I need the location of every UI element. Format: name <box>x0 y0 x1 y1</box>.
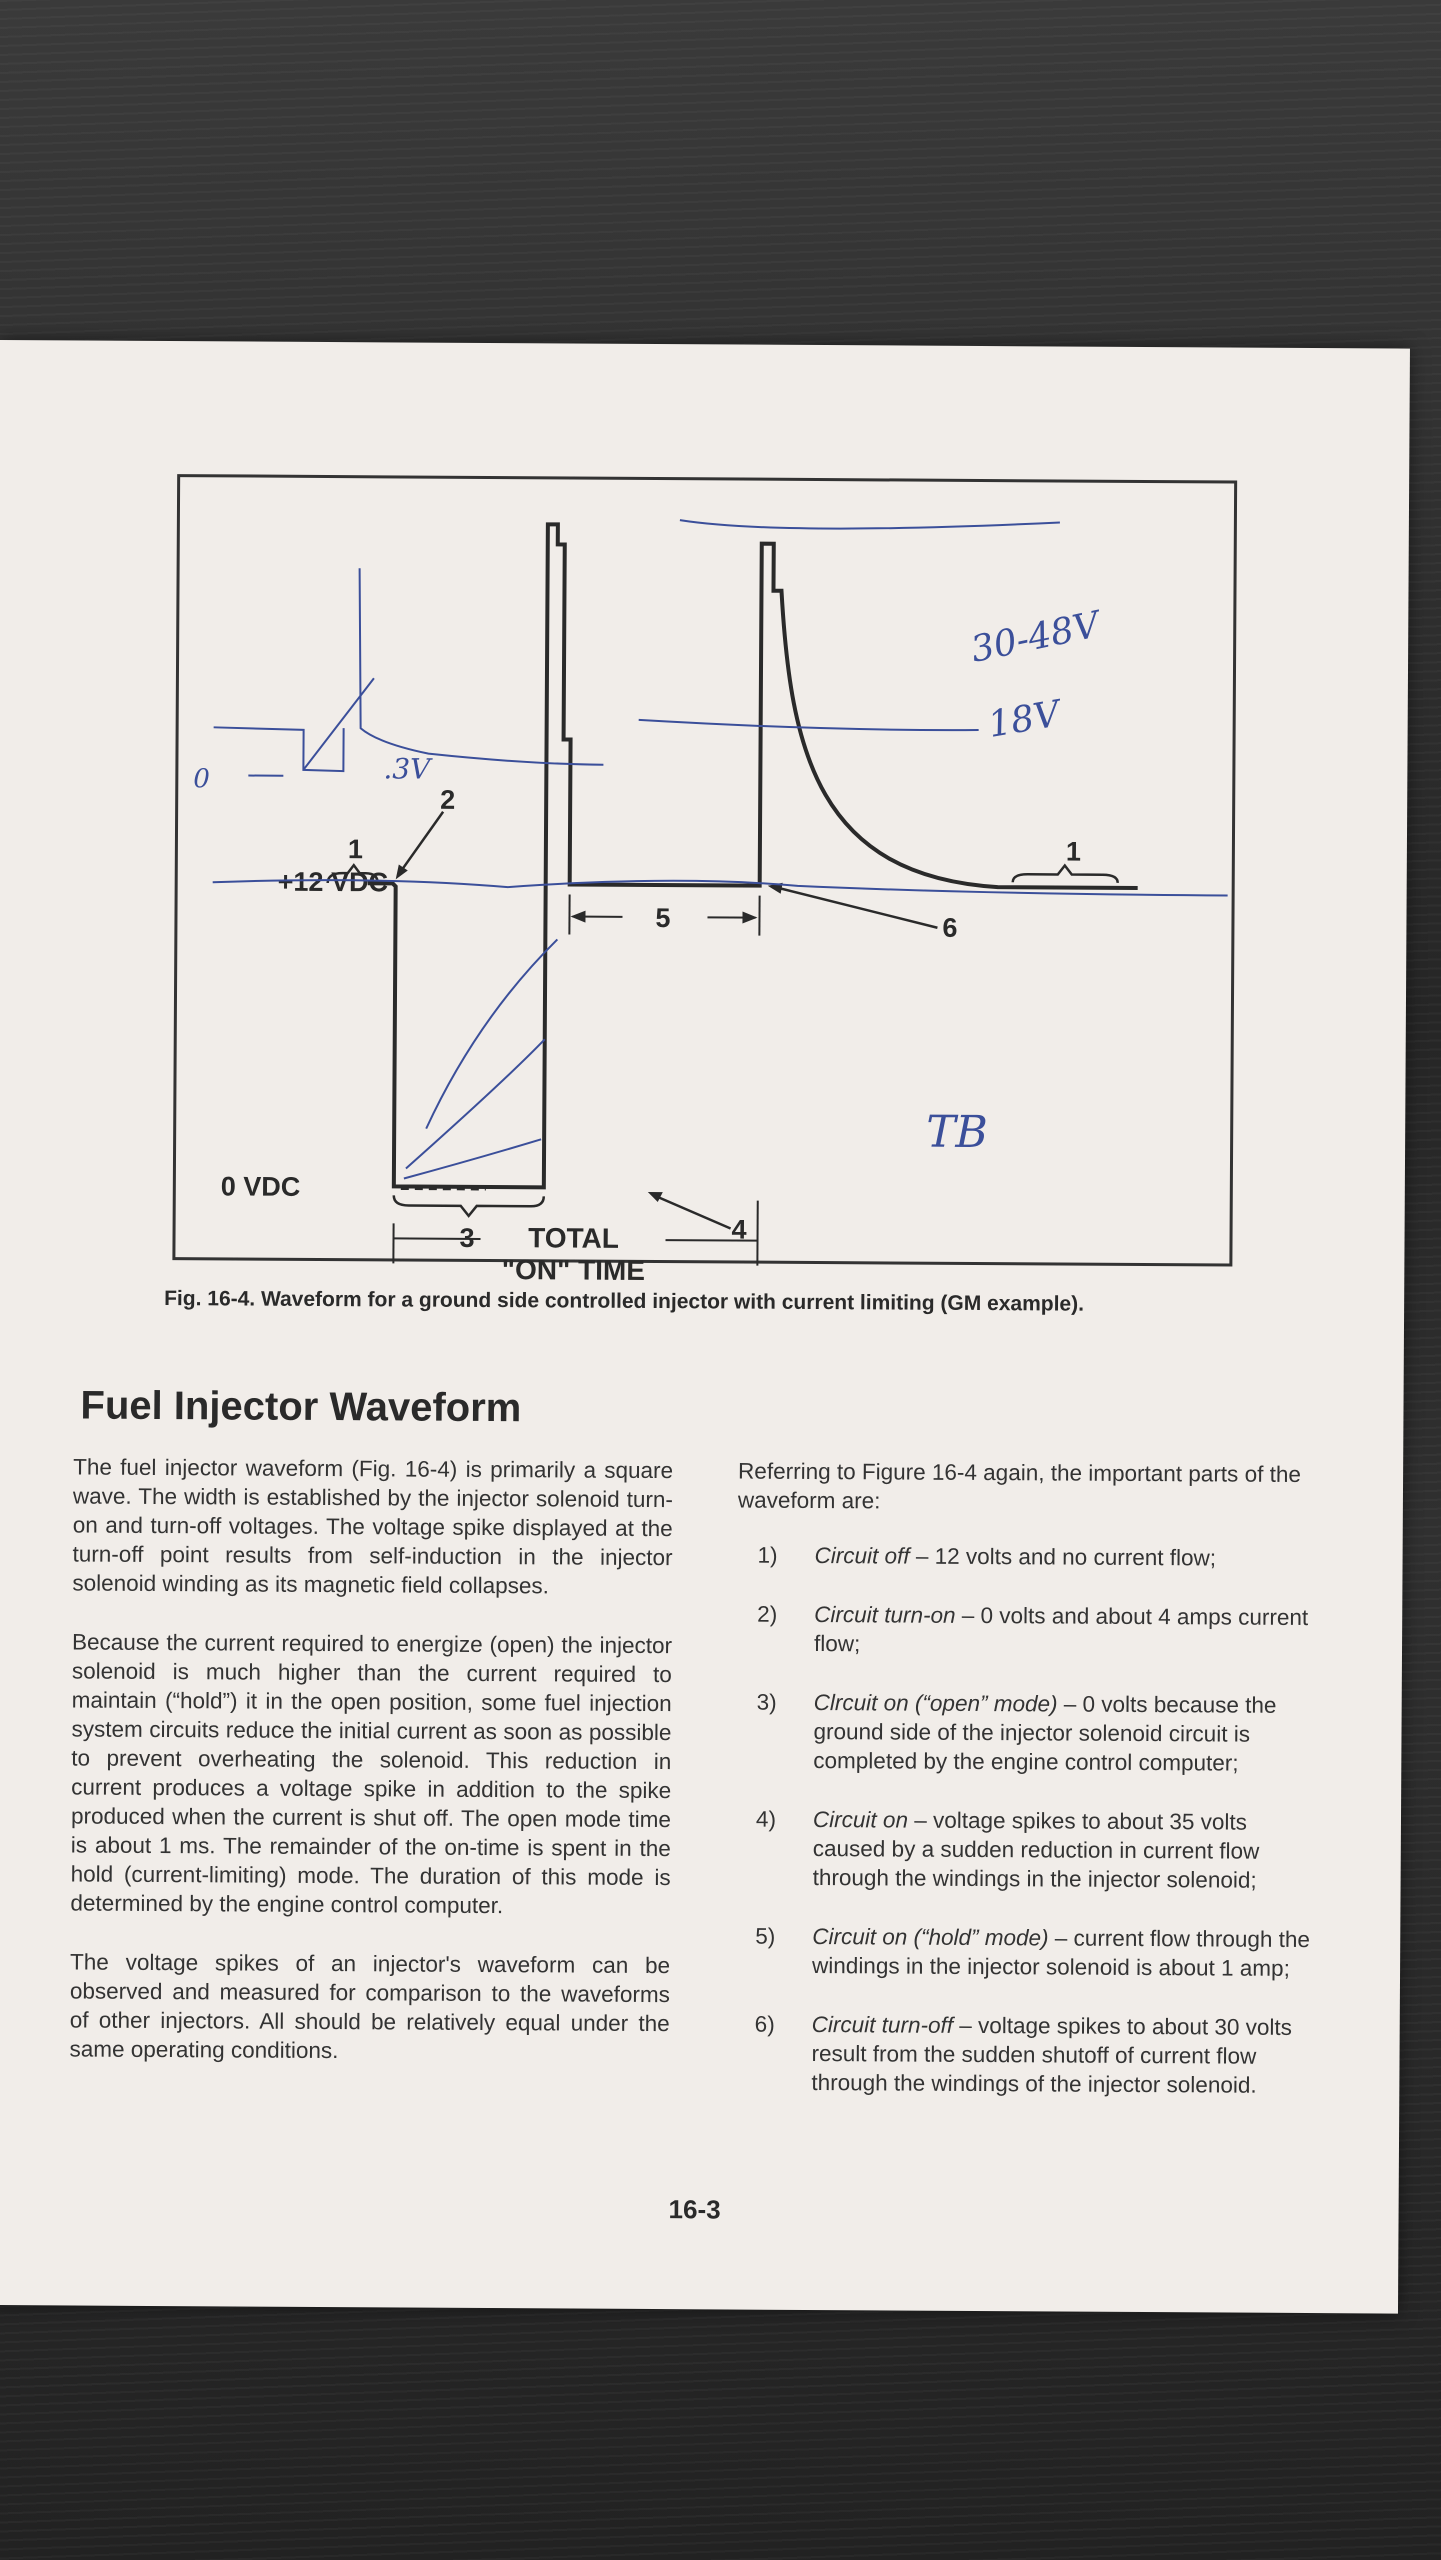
item-text: – voltage spikes to about 30 volts result from the sudden shutoff of current flow through the windings of the injector solenoid. <box>811 2012 1293 2098</box>
pen-zero: 0 <box>193 764 210 795</box>
arrow-2 <box>401 811 443 871</box>
pen-on-hatch-3 <box>426 939 557 1130</box>
label-on-time: "ON" TIME <box>501 1254 646 1286</box>
section-title: Fuel Injector Waveform <box>80 1383 522 1431</box>
label-0vdc: 0 VDC <box>220 1171 301 1202</box>
list-item <box>757 1600 1317 1661</box>
item-term: Circuit turn-off <box>811 2011 954 2038</box>
item-text: – current flow through the windings in the injector solenoid is about 1 amp; <box>812 1925 1311 1981</box>
zero-vdc-dashes <box>401 1188 486 1189</box>
pen-top-line <box>680 520 1060 530</box>
figure-caption: Fig. 16-4. Waveform for a ground side controlled injector with current limiting (GM example). <box>164 1287 1085 1316</box>
figure-waveform <box>172 474 1237 1286</box>
list-item <box>756 1688 1317 1778</box>
pen-initials: TB <box>926 1106 989 1159</box>
item-text: – 12 volts and no current flow; <box>909 1543 1217 1571</box>
pen-18v: 18V <box>985 693 1063 746</box>
label-1-right: 1 <box>1065 836 1082 867</box>
item-text: – 0 volts because the ground side of the injector solenoid circuit is completed by the engine control computer; <box>813 1691 1277 1776</box>
item-text: – voltage spikes to about 35 volts caused by a sudden reduction in current flow through the windings in the injector solenoid; <box>812 1807 1260 1893</box>
waveform-diagram <box>175 477 1234 1286</box>
item-number: 2) <box>757 1601 778 1627</box>
item-term: Circuit on (“hold” mode) <box>812 1923 1049 1951</box>
item-term: Circuit off <box>814 1542 910 1569</box>
list-item <box>758 1541 1318 1573</box>
item-number: 5) <box>755 1923 776 1949</box>
item-number: 1) <box>757 1542 778 1568</box>
item-term: Circuit turn-on <box>814 1601 956 1628</box>
dim-5-arrow-left <box>570 910 585 922</box>
list-item <box>755 1922 1315 1983</box>
item-text: – 0 volts and about 4 amps current flow; <box>813 1602 1309 1657</box>
label-2: 2 <box>440 784 456 815</box>
list-item <box>754 2010 1315 2100</box>
list-item <box>756 1805 1317 1895</box>
label-4: 4 <box>731 1214 747 1245</box>
item-term: Clrcuit on (“open” mode) <box>813 1689 1058 1717</box>
item-number: 3) <box>756 1689 777 1715</box>
label-total: TOTAL <box>528 1222 619 1254</box>
label-3: 3 <box>459 1222 475 1253</box>
arrow-6 <box>777 888 937 928</box>
label-6: 6 <box>942 912 958 943</box>
page-number: 16-3 <box>668 2194 721 2225</box>
right-column <box>734 1457 1318 2131</box>
list-intro: Referring to Figure 16-4 again, the important parts of the waveform are: <box>737 1458 1301 1514</box>
paragraph: The fuel injector waveform (Fig. 16-4) is primarily a square wave. The width is established by the injector solenoid turn-on and turn-off voltages. The voltage spike displayed at the turn-off point results from self-induction in the injector solenoid winding as its magnetic field collapses. <box>72 1454 674 1599</box>
arrow-2-head <box>396 864 408 879</box>
item-term: Circuit on <box>812 1806 909 1833</box>
pen-diagonal <box>303 678 374 770</box>
paragraph: Because the current required to energize (open) the injector solenoid is much higher than the current required to maintain (“hold”) it in the open position, some fuel injection system circuits reduce the initial current as soon as possible to prevent overheating the solenoid. This reduction in current produces a voltage spike in addition to the spike produced when the current is shut off. The open mode time is about 1 ms. The remainder of the on-time is spent in the hold (current-limiting) mode. The duration of this mode is determined by the engine control computer. <box>70 1629 673 1919</box>
label-1-left: 1 <box>347 834 364 865</box>
brace-1-right <box>1013 865 1118 883</box>
label-12vdc: +12 VDC <box>277 866 389 898</box>
dim-5-arrow-right <box>742 912 757 924</box>
document-page <box>0 340 1410 2314</box>
pen-decay <box>358 568 604 764</box>
paragraph: The voltage spikes of an injector's waveform can be observed and measured for comparison to the waveforms of other injectors. All should be relatively equal under the same operating conditions. <box>69 1949 671 2064</box>
item-number: 4) <box>755 1806 777 1832</box>
left-column <box>69 1452 673 2097</box>
pen-small-wave <box>213 727 343 771</box>
pen-on-hatch-2 <box>406 1038 545 1169</box>
label-5: 5 <box>655 903 671 934</box>
pen-on-hatch-1 <box>404 1138 541 1179</box>
pen-30-48v: 30-48V <box>967 604 1103 671</box>
arrow-4 <box>658 1197 731 1228</box>
item-number: 6) <box>754 2011 775 2037</box>
brace-3 <box>394 1195 544 1216</box>
pen-18v-line <box>639 720 979 730</box>
pen-03v: .3V <box>383 752 431 786</box>
